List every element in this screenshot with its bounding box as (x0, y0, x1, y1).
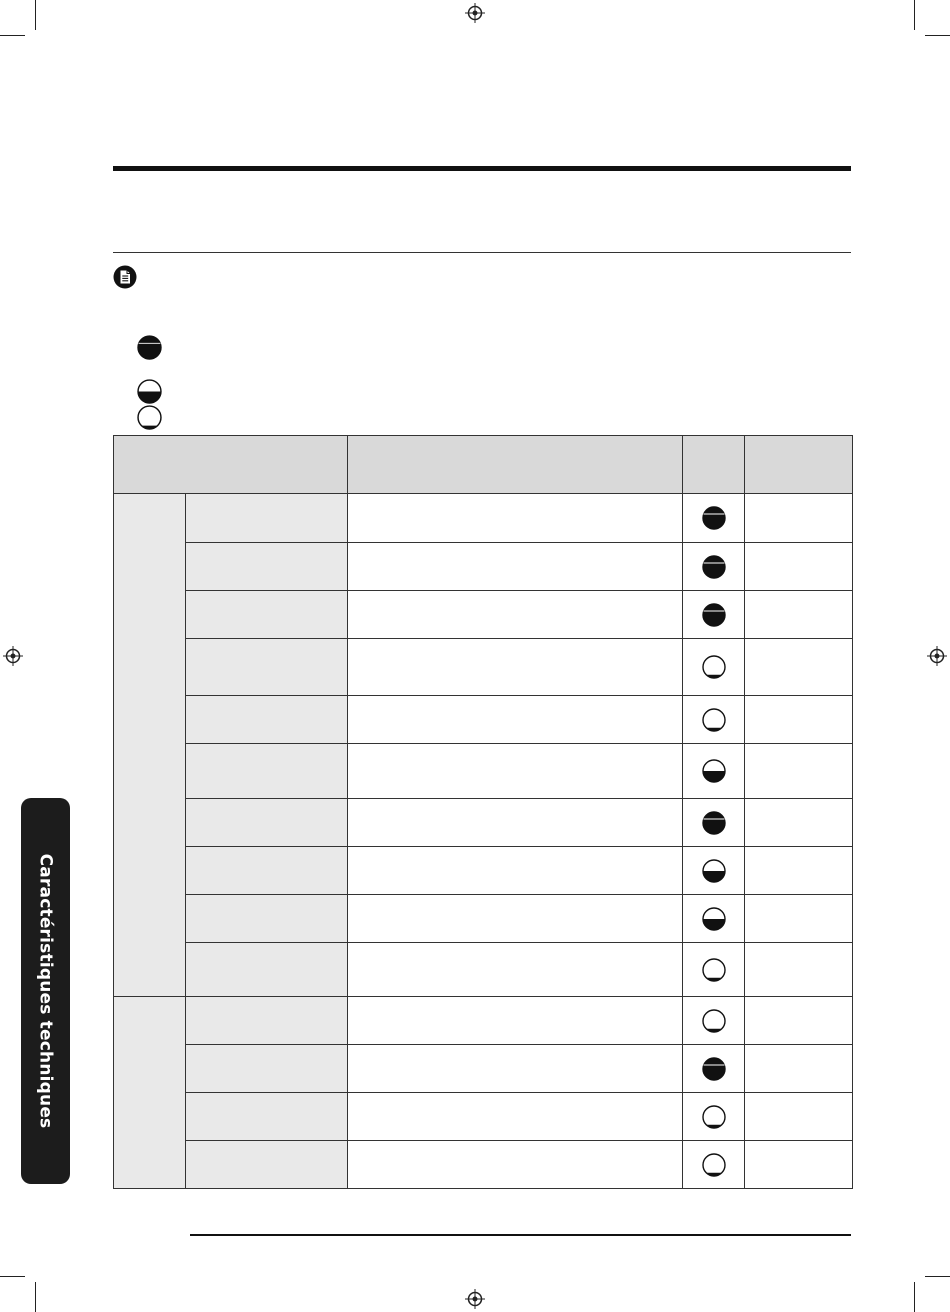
circle-full-icon (683, 1057, 744, 1081)
circle-full-icon (683, 603, 744, 627)
value-cell (745, 1045, 853, 1093)
circle-full-icon (683, 506, 744, 530)
header-cell (683, 436, 745, 494)
side-tab-label: Caractéristiques techniques (35, 853, 56, 1129)
note-icon (113, 265, 137, 289)
crop-mark (0, 1276, 25, 1277)
table-row (114, 997, 853, 1045)
circle-full-icon (683, 555, 744, 579)
table-row (114, 847, 853, 895)
table-row (114, 1093, 853, 1141)
description-cell (348, 997, 683, 1045)
row-label-cell (186, 696, 348, 744)
description-cell (348, 847, 683, 895)
level-cell (683, 696, 745, 744)
crop-mark (0, 35, 25, 36)
circle-empty-icon (683, 958, 744, 982)
level-cell (683, 799, 745, 847)
row-label-cell (186, 1141, 348, 1189)
circle-half-icon (137, 379, 162, 404)
table-row (114, 696, 853, 744)
value-cell (745, 799, 853, 847)
row-label-cell (186, 895, 348, 943)
section-top-rule (113, 166, 851, 171)
value-cell (745, 943, 853, 997)
table-row (114, 591, 853, 639)
row-label-cell (186, 799, 348, 847)
row-label-cell (186, 847, 348, 895)
level-cell (683, 591, 745, 639)
circle-empty-icon (683, 1105, 744, 1129)
row-label-cell (186, 1093, 348, 1141)
row-label-cell (186, 997, 348, 1045)
row-label-cell (186, 744, 348, 799)
row-label-cell (186, 943, 348, 997)
description-cell (348, 744, 683, 799)
value-cell (745, 1093, 853, 1141)
description-cell (348, 799, 683, 847)
registration-mark-icon (3, 646, 23, 666)
level-cell (683, 1093, 745, 1141)
level-cell (683, 639, 745, 696)
description-cell (348, 1045, 683, 1093)
group-label-cell (114, 494, 186, 997)
crop-mark (925, 35, 950, 36)
level-cell (683, 1141, 745, 1189)
registration-mark-icon (465, 1289, 485, 1309)
table-row (114, 799, 853, 847)
table-row (114, 494, 853, 543)
value-cell (745, 847, 853, 895)
value-cell (745, 744, 853, 799)
circle-half-icon (683, 859, 744, 883)
level-cell (683, 543, 745, 591)
level-cell (683, 997, 745, 1045)
description-cell (348, 591, 683, 639)
row-label-cell (186, 639, 348, 696)
description-cell (348, 639, 683, 696)
table-row (114, 744, 853, 799)
table-row (114, 895, 853, 943)
circle-empty-icon (683, 655, 744, 679)
circle-half-icon (683, 907, 744, 931)
table-row (114, 1141, 853, 1189)
row-label-cell (186, 591, 348, 639)
description-cell (348, 494, 683, 543)
circle-full-icon (137, 335, 162, 360)
description-cell (348, 1141, 683, 1189)
level-cell (683, 744, 745, 799)
row-label-cell (186, 543, 348, 591)
crop-mark (914, 0, 915, 30)
circle-empty-icon (683, 708, 744, 732)
table-header-row (114, 436, 853, 494)
value-cell (745, 494, 853, 543)
circle-empty-icon (683, 1009, 744, 1033)
header-cell (114, 436, 348, 494)
registration-mark-icon (927, 646, 947, 666)
crop-mark (914, 1282, 915, 1312)
circle-full-icon (683, 811, 744, 835)
value-cell (745, 543, 853, 591)
section-divider (113, 252, 851, 253)
value-cell (745, 639, 853, 696)
level-cell (683, 895, 745, 943)
crop-mark (35, 1282, 36, 1312)
side-tab (21, 798, 70, 1184)
level-cell (683, 943, 745, 997)
row-label-cell (186, 494, 348, 543)
value-cell (745, 895, 853, 943)
description-cell (348, 1093, 683, 1141)
table-row (114, 1045, 853, 1093)
header-cell (745, 436, 853, 494)
level-cell (683, 847, 745, 895)
row-label-cell (186, 1045, 348, 1093)
spec-table (113, 435, 853, 1189)
description-cell (348, 895, 683, 943)
circle-half-icon (683, 759, 744, 783)
level-cell (683, 494, 745, 543)
crop-mark (925, 1276, 950, 1277)
table-row (114, 639, 853, 696)
description-cell (348, 543, 683, 591)
header-cell (348, 436, 683, 494)
value-cell (745, 997, 853, 1045)
table-row (114, 543, 853, 591)
group-label-cell (114, 997, 186, 1189)
value-cell (745, 1141, 853, 1189)
value-cell (745, 696, 853, 744)
value-cell (745, 591, 853, 639)
description-cell (348, 696, 683, 744)
circle-empty-icon (137, 405, 162, 430)
footer-rule (190, 1234, 851, 1236)
crop-mark (35, 0, 36, 30)
level-cell (683, 1045, 745, 1093)
table-row (114, 943, 853, 997)
registration-mark-icon (465, 3, 485, 23)
description-cell (348, 943, 683, 997)
circle-empty-icon (683, 1153, 744, 1177)
